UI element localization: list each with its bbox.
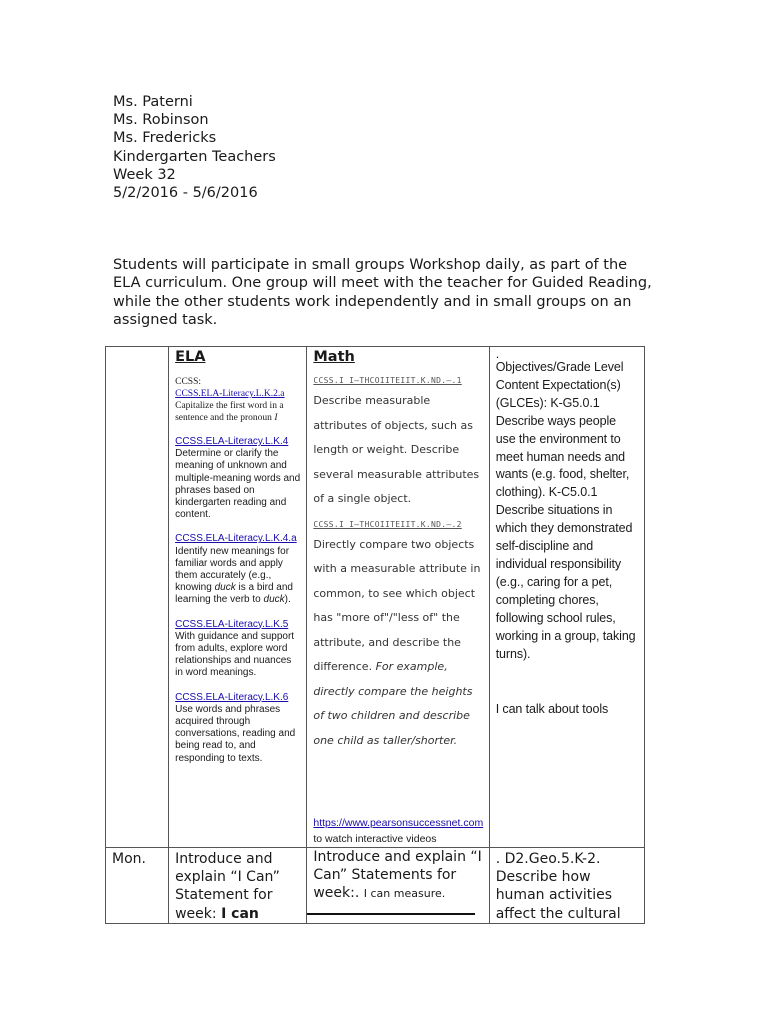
teacher-name-1: Ms. Paterni xyxy=(113,94,193,110)
teacher-name-3: Ms. Fredericks xyxy=(113,130,217,147)
week-number: Week 32 xyxy=(113,166,176,183)
standard-link-lk2a[interactable]: CCSS.ELA-Literacy.L.K.2.a xyxy=(175,389,285,399)
standard-text-lk4: Determine or clarify the meaning of unknown and multiple-meaning words and phrases based on kindergarten reading and content. xyxy=(175,448,301,521)
ccss-label: CCSS: xyxy=(175,377,201,387)
math-cell xyxy=(307,347,489,848)
ela-cell xyxy=(169,347,307,848)
math-standard-text-1: Describe measurable attributes of objects, such as length or weight. Describe several measurable attributes of a single object. xyxy=(313,394,480,505)
monday-day-cell xyxy=(106,848,169,924)
standard-text-lk2a: Capitalize the first word in a sentence and the pronoun xyxy=(175,401,284,423)
monday-math-cell xyxy=(307,848,489,924)
objectives-text: Objectives/Grade Level Content Expectation(s) (GLCEs): K-G5.0.1 Describe ways people use the environment to meet human needs and wants (e.g. food, shelter, clothing). K-C5.0.1 Describe situations in which they demonstrated self-discipline and individual responsibility (e.g., caring for a pet, completing chores, following school rules, working in a group, taking turns). xyxy=(495,360,636,661)
table-row xyxy=(106,347,645,848)
teacher-role: Kindergarten Teachers xyxy=(113,148,276,165)
objectives-cell xyxy=(489,347,644,848)
lesson-plan-table xyxy=(105,346,645,924)
underline-divider xyxy=(307,913,475,915)
teacher-header xyxy=(113,93,276,202)
pearson-link[interactable]: https://www.pearsonsuccessnet.com xyxy=(313,817,484,829)
monday-objectives-text: . D2.Geo.5.K-2. Describe how human activities affect the cultural xyxy=(495,851,621,922)
math-heading: Math xyxy=(313,349,355,365)
math-standard-code-2: CCSS.I I–THCOIITEIIT.K.ND.–.2 xyxy=(313,519,462,529)
monday-math-small: I can measure. xyxy=(363,887,446,901)
monday-ela-bold: I can xyxy=(221,905,259,922)
monday-objectives-cell xyxy=(489,848,644,924)
standard-link-lk6[interactable]: CCSS.ELA-Literacy.L.K.6 xyxy=(175,691,289,703)
ela-heading: ELA xyxy=(175,349,206,365)
teacher-name-2: Ms. Robinson xyxy=(113,112,209,129)
standard-link-lk4[interactable]: CCSS.ELA-Literacy.L.K.4 xyxy=(175,436,289,447)
standard-text-lk6: Use words and phrases acquired through conversations, reading and being read to, and responding to texts. xyxy=(175,703,296,764)
math-standard-code-1: CCSS.I I–THCOIITEIIT.K.ND.–.1 xyxy=(313,376,462,385)
table-row xyxy=(106,848,645,924)
intro-paragraph: Students will participate in small groups Workshop daily, as part of the ELA curriculum. One group will meet with the teacher for Guided Reading, while the other students work independently and in small groups on an assigned task. xyxy=(113,257,652,328)
day-header-cell xyxy=(106,347,169,848)
monday-label: Mon. xyxy=(112,851,146,867)
standard-link-lk5[interactable]: CCSS.ELA-Literacy.L.K.5 xyxy=(175,618,289,630)
monday-ela-text: Introduce and explain “I Can” Statement for week: xyxy=(175,851,280,922)
standard-text-lk5: With guidance and support from adults, explore word relationships and nuances in word meanings. xyxy=(175,630,295,679)
pearson-resource: https://www.pearsonsuccessnet.com to watch interactive videos xyxy=(313,817,484,845)
objectives-tools: I can talk about tools xyxy=(495,702,609,717)
monday-ela-cell xyxy=(169,848,307,924)
objectives-dot: . xyxy=(495,347,500,361)
standard-text-lk2a-pronoun: I xyxy=(274,413,278,423)
date-range: 5/2/2016 - 5/6/2016 xyxy=(113,185,258,202)
math-standard-text-2: Directly compare two objects with a measurable attribute in common, to see which object has "more of"/"less of" the attribute, and describe the difference. For example, directly compare the heights of two children and describe one child as taller/shorter. xyxy=(313,537,481,747)
standard-link-lk4a[interactable]: CCSS.ELA-Literacy.L.K.4.a xyxy=(175,533,297,545)
standard-text-lk4a: Identify new meanings for familiar words and apply them accurately (e.g., knowing duck is a bird and learning the verb to duck). xyxy=(175,545,293,606)
monday-math-text: Introduce and explain “I Can” Statements for week:. xyxy=(313,849,482,902)
